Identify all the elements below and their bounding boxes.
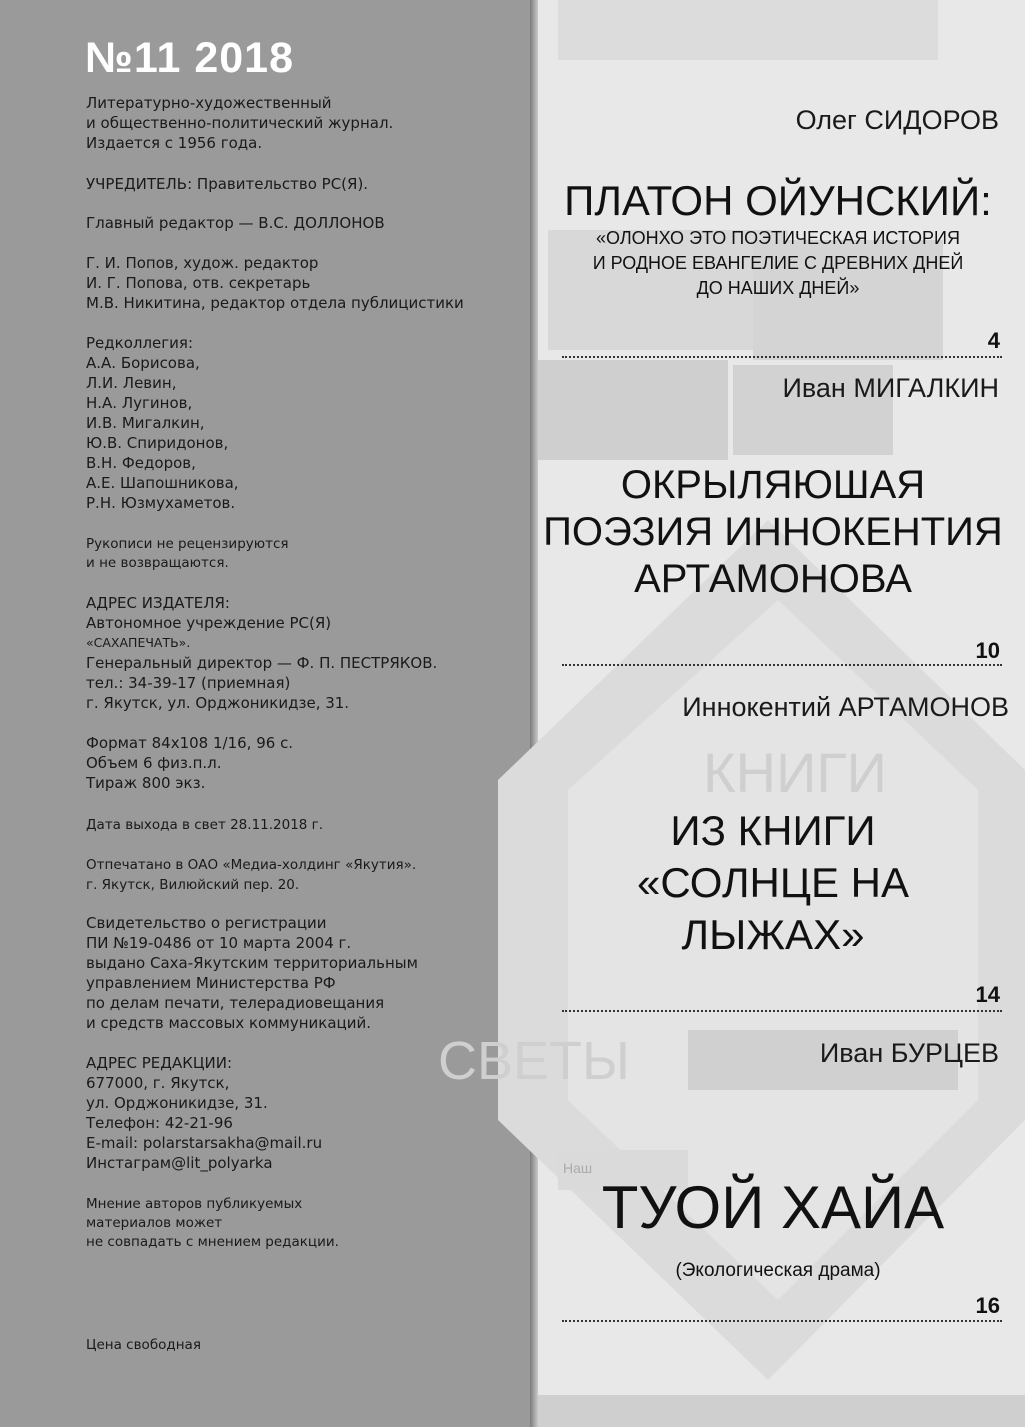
format-block (86, 733, 293, 793)
page-fold (530, 0, 538, 1427)
toc-page-number[interactable]: 10 (975, 638, 1000, 663)
toc-page-number[interactable]: 16 (975, 1293, 1000, 1318)
manuscripts-note (86, 535, 289, 573)
manuscripts-line: и не возвращаются. (86, 555, 229, 571)
board-member: И.В. Мигалкин, (86, 414, 205, 432)
board-member: Ю.В. Спиридонов, (86, 434, 229, 452)
editorial-address (86, 1053, 322, 1173)
intro-block (86, 93, 393, 153)
printed-line: Отпечатано в ОАО «Медиа-холдинг «Якутия». (86, 857, 417, 873)
editorial-board (86, 333, 239, 513)
intro-line: Литературно-художественный (86, 94, 332, 112)
toc-title-line: «СОЛНЦЕ НА (637, 859, 909, 906)
toc-page-number[interactable]: 4 (987, 328, 1000, 353)
toc-title-line: ПОЭЗИЯ ИННОКЕНТИЯ (543, 510, 1003, 554)
toc-title (538, 1176, 1008, 1240)
toc-subtitle (543, 1259, 1013, 1283)
background-text: КНИГИ (703, 741, 887, 804)
publisher-line: АДРЕС ИЗДАТЕЛЯ: (86, 594, 230, 612)
intro-line: и общественно-политический журнал. (86, 114, 394, 132)
toc-title (543, 178, 1013, 224)
board-member: Р.Н. Юзмухаметов. (86, 494, 236, 512)
price-note (86, 1335, 201, 1355)
toc-title (538, 462, 1008, 603)
toc-author: Иннокентий АРТАМОНОВ (682, 692, 1009, 722)
format-line: Объем 6 физ.п.л. (86, 754, 222, 772)
publisher-line: г. Якутск, ул. Орджоникидзе, 31. (86, 694, 350, 712)
toc-subtitle (543, 226, 1013, 301)
staff-block (86, 253, 464, 313)
background-text: Наш (563, 1160, 593, 1176)
staff-line: М.В. Никитина, редактор отдела публицистики (86, 294, 464, 312)
toc-page-number[interactable]: 14 (975, 982, 1000, 1007)
editorial-line: ул. Орджоникидзе, 31. (86, 1094, 268, 1112)
founder (86, 174, 368, 194)
chief-editor-line: Главный редактор — В.С. ДОЛЛОНОВ (86, 214, 385, 232)
opinion-line: не совпадать с мнением редакции. (86, 1234, 339, 1250)
price-line: Цена свободная (86, 1337, 201, 1353)
founder-line: УЧРЕДИТЕЛЬ: Правительство РС(Я). (86, 175, 369, 193)
toc-title-line: ПЛАТОН ОЙУНСКИЙ: (564, 177, 992, 224)
board-title: Редколлегия: (86, 334, 193, 352)
toc-leader (562, 664, 1002, 666)
toc-author: Олег СИДОРОВ (795, 105, 999, 135)
publisher-line: тел.: 34-39-17 (приемная) (86, 674, 291, 692)
toc-subtitle-line: «ОЛОНХО ЭТО ПОЭТИЧЕСКАЯ ИСТОРИЯ (596, 228, 960, 248)
toc-title-line: ЛЫЖАХ» (681, 911, 865, 958)
registration-line: управлением Министерства РФ (86, 974, 336, 992)
toc-author: Иван МИГАЛКИН (782, 373, 999, 403)
opinion-line: Мнение авторов публикуемых (86, 1196, 303, 1212)
editorial-line: АДРЕС РЕДАКЦИИ: (86, 1054, 233, 1072)
staff-line: Г. И. Попов, худож. редактор (86, 254, 319, 272)
board-member: В.Н. Федоров, (86, 454, 196, 472)
toc-subtitle-line: ДО НАШИХ ДНЕЙ» (696, 278, 860, 298)
board-member: А.Е. Шапошникова, (86, 474, 239, 492)
toc-title-line: ОКРЫЛЯЮШАЯ (620, 463, 926, 507)
toc-subtitle-line: (Экологическая драма) (675, 1260, 881, 1281)
toc-subtitle-line: И РОДНОЕ ЕВАНГЕЛИЕ С ДРЕВНИХ ДНЕЙ (592, 253, 964, 273)
toc-title-line: ТУОЙ ХАЙА (601, 1174, 945, 1241)
board-member: Л.И. Левин, (86, 374, 177, 392)
toc-leader (562, 1320, 1002, 1322)
release-line: Дата выхода в свет 28.11.2018 г. (86, 817, 324, 833)
printed-line: г. Якутск, Вилюйский пер. 20. (86, 877, 300, 893)
format-line: Тираж 800 экз. (86, 774, 206, 792)
opinion-note (86, 1195, 339, 1252)
editorial-line: Телефон: 42-21-96 (86, 1114, 233, 1132)
format-line: Формат 84х108 1/16, 96 с. (86, 734, 294, 752)
publisher-line: «САХАПЕЧАТЬ». (86, 635, 191, 650)
toc-title-line: АРТАМОНОВА (634, 557, 912, 601)
registration-line: и средств массовых коммуникаций. (86, 1014, 372, 1032)
registration-line: ПИ №19-0486 от 10 марта 2004 г. (86, 934, 352, 952)
toc-title-line: ИЗ КНИГИ (670, 807, 876, 854)
toc-title (538, 805, 1008, 961)
publisher-line: Генеральный директор — Ф. П. ПЕСТРЯКОВ. (86, 654, 438, 672)
printed-block (86, 855, 416, 895)
publisher-line: Автономное учреждение РС(Я) (86, 614, 332, 632)
editorial-line: 677000, г. Якутск, (86, 1074, 230, 1092)
editorial-instagram[interactable]: Инстаграм@lit_polyarka (86, 1154, 273, 1172)
editorial-email[interactable]: E-mail: polarstarsakha@mail.ru (86, 1134, 323, 1152)
board-member: А.А. Борисова, (86, 354, 200, 372)
registration-line: Свидетельство о регистрации (86, 914, 327, 932)
toc-author: Иван БУРЦЕВ (819, 1038, 999, 1068)
registration-block (86, 913, 418, 1033)
opinion-line: материалов может (86, 1215, 223, 1231)
background-text: СВЕТЫ (438, 1031, 630, 1091)
toc-leader (562, 1010, 1002, 1012)
registration-line: по делам печати, телерадиовещания (86, 994, 385, 1012)
issue-number: №11 2018 (85, 34, 294, 82)
release-date (86, 815, 323, 835)
board-member: Н.А. Лугинов, (86, 394, 193, 412)
contents-panel (438, 0, 1025, 1427)
chief-editor (86, 213, 385, 233)
toc-leader (562, 356, 1002, 358)
manuscripts-line: Рукописи не рецензируются (86, 536, 289, 552)
publisher-address (86, 593, 437, 713)
registration-line: выдано Саха-Якутским территориальным (86, 954, 418, 972)
intro-line: Издается с 1956 года. (86, 134, 263, 152)
staff-line: И. Г. Попова, отв. секретарь (86, 274, 311, 292)
